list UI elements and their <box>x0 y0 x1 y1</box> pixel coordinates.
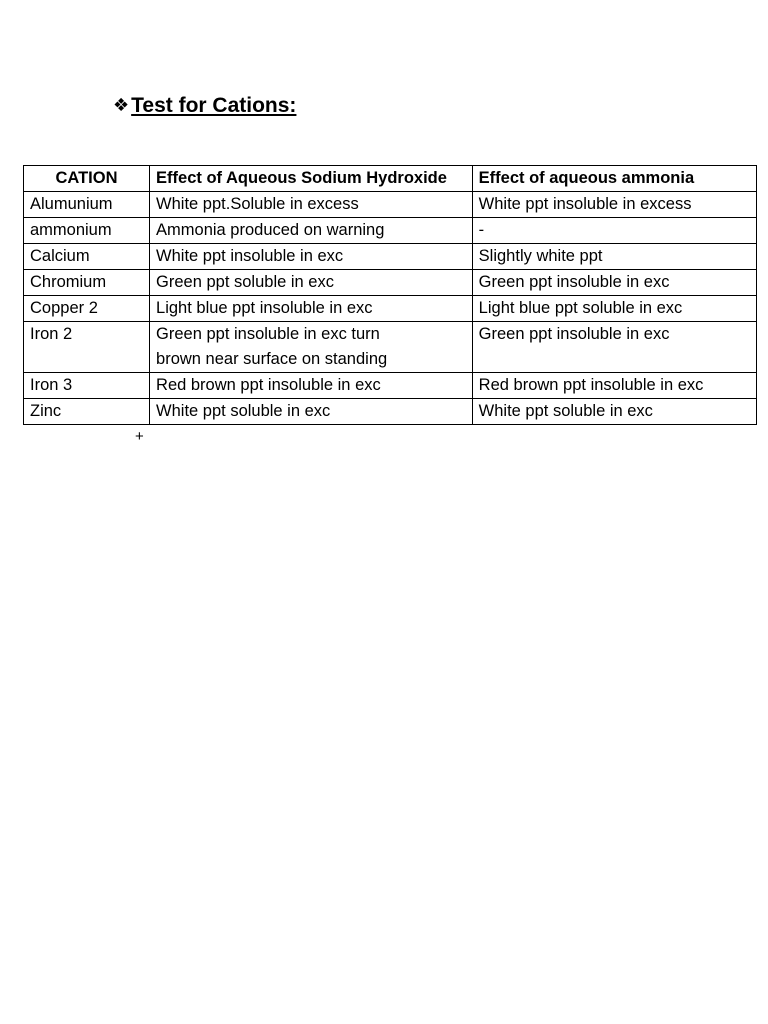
stray-plus-mark: + <box>135 428 144 445</box>
section-heading <box>113 94 296 118</box>
cation-cell: Iron 3 <box>24 373 150 399</box>
column-header-ammonia: Effect of aqueous ammonia <box>472 166 756 192</box>
cation-cell: Calcium <box>24 244 150 270</box>
ammonia-effect-cell: White ppt soluble in exc <box>472 399 756 425</box>
table-row <box>24 399 757 425</box>
sodium-hydroxide-effect-cell: Light blue ppt insoluble in exc <box>150 296 473 322</box>
ammonia-effect-cell: Green ppt insoluble in exc <box>472 270 756 296</box>
ammonia-effect-cell: Green ppt insoluble in exc <box>472 322 756 373</box>
ammonia-effect-cell: Red brown ppt insoluble in exc <box>472 373 756 399</box>
ammonia-effect-cell: - <box>472 218 756 244</box>
sodium-hydroxide-effect-cell: Red brown ppt insoluble in exc <box>150 373 473 399</box>
table-row <box>24 270 757 296</box>
sodium-hydroxide-effect-cell: White ppt insoluble in exc <box>150 244 473 270</box>
sodium-hydroxide-effect-cell: White ppt soluble in exc <box>150 399 473 425</box>
column-header-cation: CATION <box>24 166 150 192</box>
table-row <box>24 192 757 218</box>
cell-line: brown near surface on standing <box>156 350 388 368</box>
table-row <box>24 296 757 322</box>
cation-cell: ammonium <box>24 218 150 244</box>
table-row <box>24 373 757 399</box>
cation-cell: Copper 2 <box>24 296 150 322</box>
ammonia-effect-cell: Slightly white ppt <box>472 244 756 270</box>
cell-line: Green ppt insoluble in exc turn <box>156 325 380 343</box>
cation-cell: Alumunium <box>24 192 150 218</box>
table-row <box>24 322 757 373</box>
ammonia-effect-cell: White ppt insoluble in excess <box>472 192 756 218</box>
section-title: Test for Cations: <box>131 94 297 117</box>
table-row <box>24 244 757 270</box>
ammonia-effect-cell: Light blue ppt soluble in exc <box>472 296 756 322</box>
sodium-hydroxide-effect-cell: White ppt.Soluble in excess <box>150 192 473 218</box>
cation-cell: Zinc <box>24 399 150 425</box>
sodium-hydroxide-effect-cell: Ammonia produced on warning <box>150 218 473 244</box>
sodium-hydroxide-effect-cell: Green ppt soluble in exc <box>150 270 473 296</box>
diamond-bullet-icon: ❖ <box>113 95 130 115</box>
cation-tests-table <box>23 165 757 425</box>
sodium-hydroxide-effect-cell <box>150 322 473 373</box>
column-header-sodium-hydroxide: Effect of Aqueous Sodium Hydroxide <box>150 166 473 192</box>
table-row <box>24 218 757 244</box>
cation-cell: Iron 2 <box>24 322 150 373</box>
table-header-row <box>24 166 757 192</box>
cation-cell: Chromium <box>24 270 150 296</box>
